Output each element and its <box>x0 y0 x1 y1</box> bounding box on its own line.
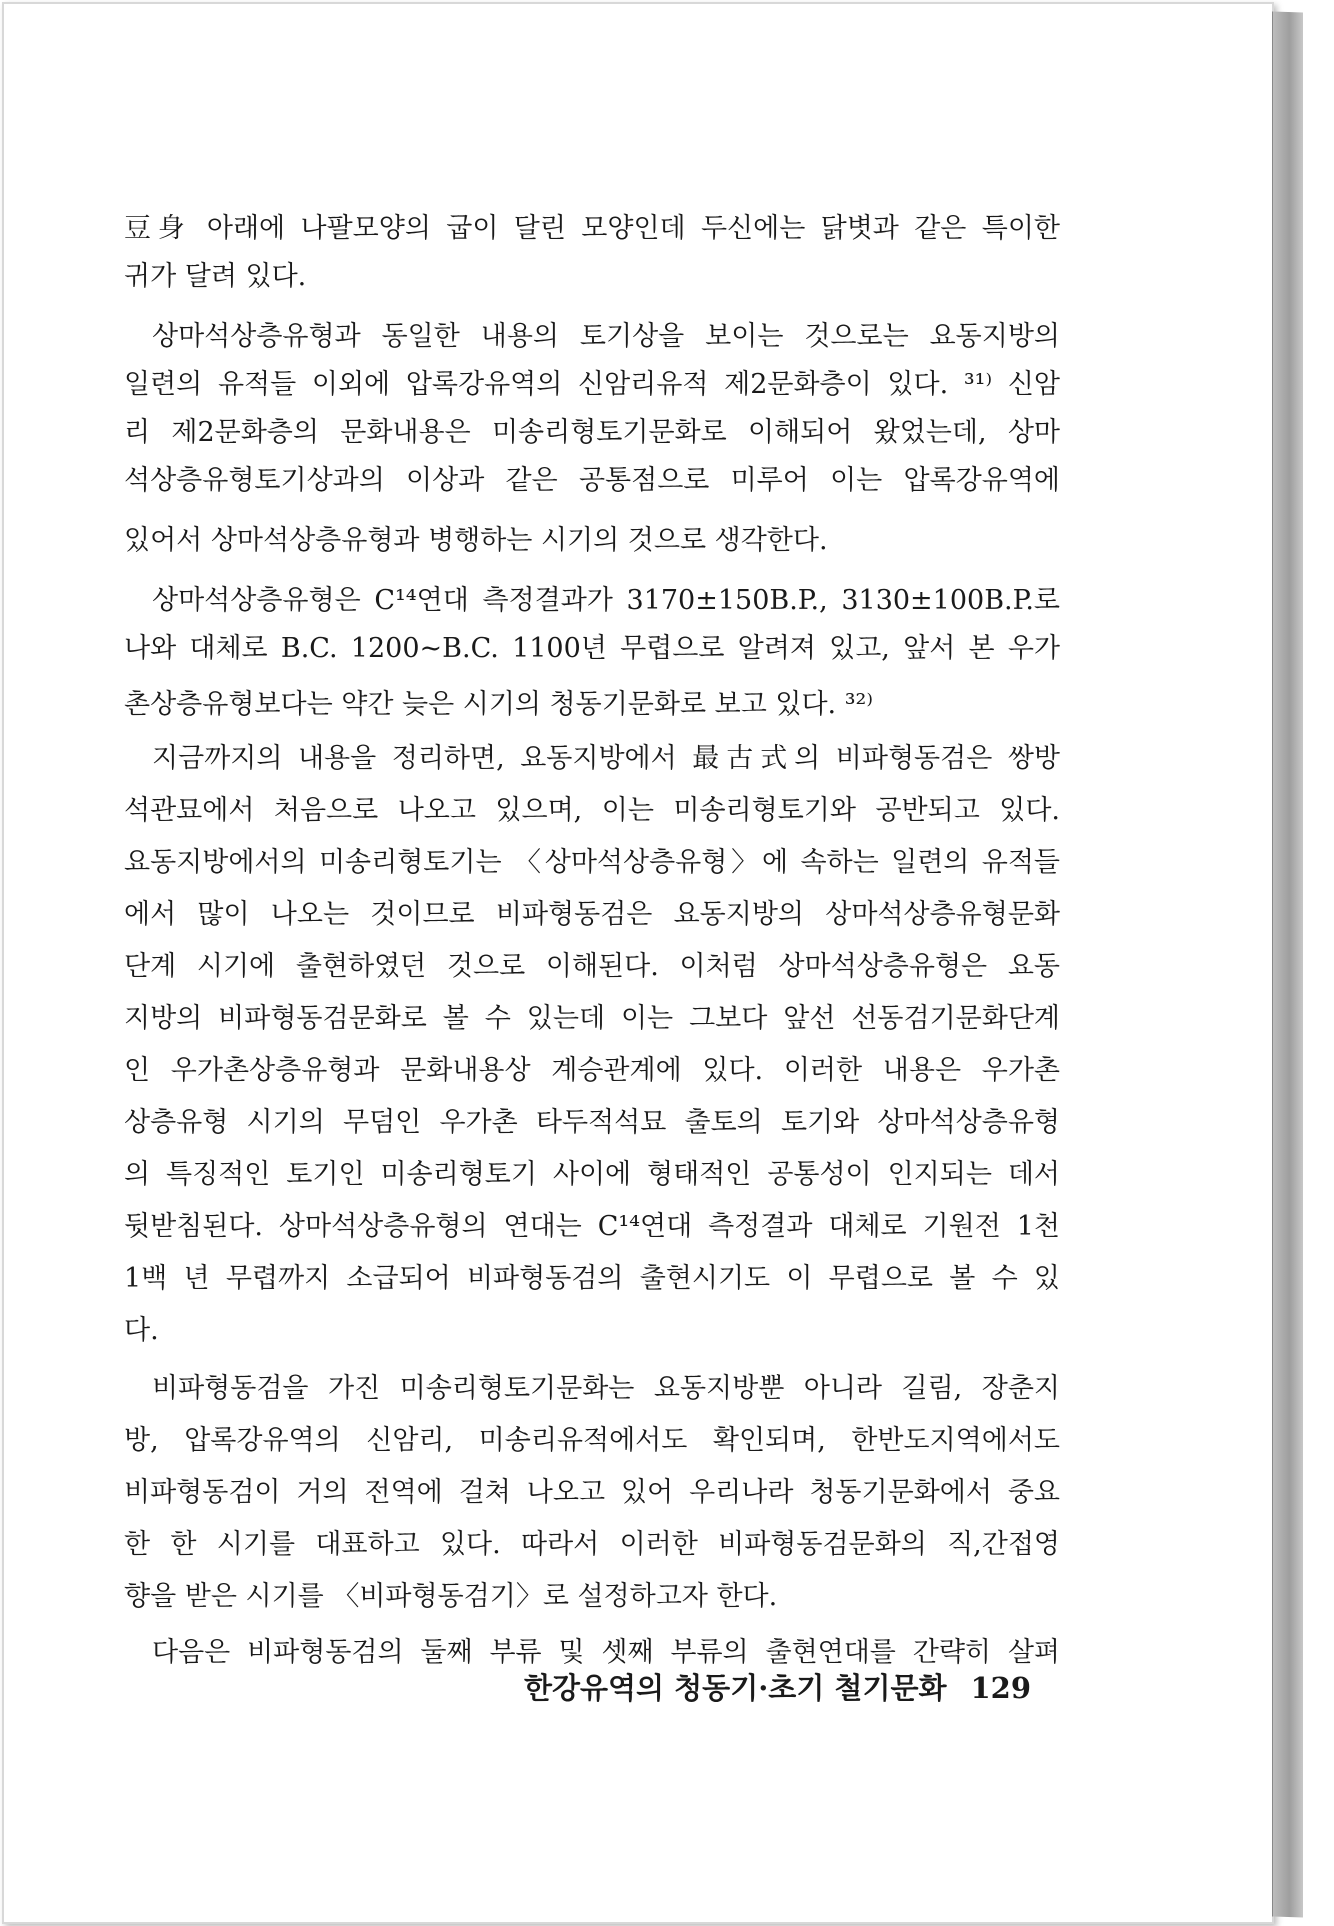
text-line: 리 제2문화층의 문화내용은 미송리형토기문화로 이해되어 왔었는데, 상마 <box>124 417 1060 448</box>
page-number: 129 <box>970 1671 1032 1705</box>
text-line: 귀가 달려 있다. <box>124 261 307 292</box>
text-line: 의 특징적인 토기인 미송리형토기 사이에 형태적인 공통성이 인지되는 데서 <box>124 1159 1060 1190</box>
text-line: 석관묘에서 처음으로 나오고 있으며, 이는 미송리형토기와 공반되고 있다. <box>124 795 1060 826</box>
book-page <box>2 2 1274 1924</box>
text-line: 지방의 비파형동검문화로 볼 수 있는데 이는 그보다 앞선 선동검기문화단계 <box>124 1003 1060 1034</box>
book-spine-edge <box>1272 11 1303 1917</box>
text-line: 인 우가촌상층유형과 문화내용상 계승관계에 있다. 이러한 내용은 우가촌 <box>124 1055 1060 1086</box>
text-line: 방, 압록강유역의 신암리, 미송리유적에서도 확인되며, 한반도지역에서도 <box>124 1425 1060 1456</box>
text-line: 비파형동검이 거의 전역에 걸쳐 나오고 있어 우리나라 청동기문화에서 중요 <box>124 1477 1060 1508</box>
text-line: 비파형동검을 가진 미송리형토기문화는 요동지방뿐 아니라 길림, 장춘지 <box>152 1373 1060 1404</box>
text-line: 있어서 상마석상층유형과 병행하는 시기의 것으로 생각한다. <box>124 525 828 556</box>
page-footer <box>524 1666 1044 1707</box>
text-line: 지금까지의 내용을 정리하면, 요동지방에서 最古式의 비파형동검은 쌍방 <box>152 743 1060 774</box>
text-line: 단계 시기에 출현하였던 것으로 이해된다. 이처럼 상마석상층유형은 요동 <box>124 951 1060 982</box>
running-title: 한강유역의 청동기·초기 철기문화 <box>524 1671 947 1705</box>
text-line: 1백 년 무렵까지 소급되어 비파형동검의 출현시기도 이 무렵으로 볼 수 있 <box>124 1263 1060 1294</box>
text-line: 뒷받침된다. 상마석상층유형의 연대는 C¹⁴연대 측정결과 대체로 기원전 1천 <box>124 1211 1060 1242</box>
text-line: 다. <box>124 1315 159 1346</box>
text-line: 상마석상층유형과 동일한 내용의 토기상을 보이는 것으로는 요동지방의 <box>152 321 1060 352</box>
text-line: 향을 받은 시기를 〈비파형동검기〉로 설정하고자 한다. <box>124 1581 778 1612</box>
text-line: 요동지방에서의 미송리형토기는 〈상마석상층유형〉에 속하는 일련의 유적들 <box>124 847 1060 878</box>
text-line: 다음은 비파형동검의 둘째 부류 및 셋째 부류의 출현연대를 간략히 살펴 <box>152 1637 1060 1668</box>
text-line: 석상층유형토기상과의 이상과 같은 공통점으로 미루어 이는 압록강유역에 <box>124 465 1060 496</box>
text-line: 나와 대체로 B.C. 1200~B.C. 1100년 무렵으로 알려져 있고, 앞서 본 우가 <box>124 633 1060 664</box>
text-line: 상층유형 시기의 무덤인 우가촌 타두적석묘 출토의 토기와 상마석상층유형 <box>124 1107 1060 1138</box>
text-line: 豆身 아래에 나팔모양의 굽이 달린 모양인데 두신에는 닭볏과 같은 특이한 <box>124 213 1060 244</box>
text-line: 일련의 유적들 이외에 압록강유역의 신암리유적 제2문화층이 있다. ³¹⁾ 신암 <box>124 369 1060 400</box>
text-line: 에서 많이 나오는 것이므로 비파형동검은 요동지방의 상마석상층유형문화 <box>124 899 1060 930</box>
text-line: 한 한 시기를 대표하고 있다. 따라서 이러한 비파형동검문화의 직,간접영 <box>124 1529 1060 1560</box>
text-line: 촌상층유형보다는 약간 늦은 시기의 청동기문화로 보고 있다. ³²⁾ <box>124 689 873 720</box>
text-line: 상마석상층유형은 C¹⁴연대 측정결과가 3170±150B.P., 3130±100B.P.로 <box>152 585 1060 616</box>
